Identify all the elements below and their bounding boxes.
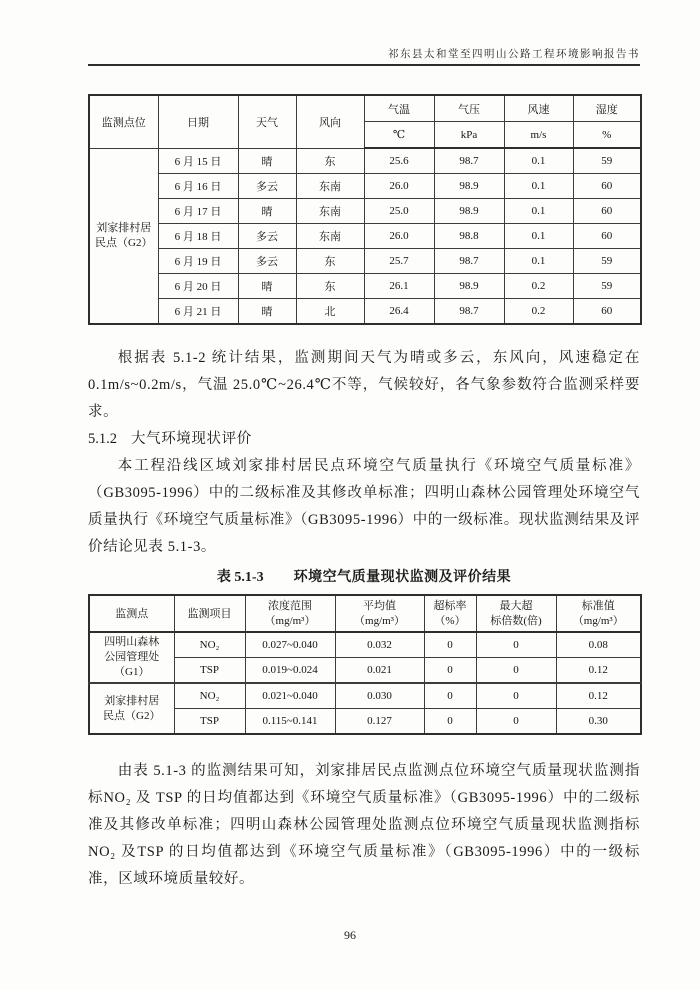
date-cell: 6 月 19 日: [158, 249, 238, 274]
paragraph-air-standard: 本工程沿线区域刘家排村居民点环境空气质量执行《环境空气质量标准》（GB3095-1996）中的二级标准及其修改单标准；四明山森林公园管理处环境空气质量执行《环境空气质量标准》（GB3095-1996）中的一级标准。现状监测结果及评价结论见表 5.1-3。: [88, 458, 640, 555]
date-cell: 6 月 17 日: [158, 199, 238, 224]
site-label-line: （G1）: [114, 666, 150, 678]
max-exceed-cell: 0: [476, 632, 556, 658]
caption-title: 环境空气质量现状监测及评价结果: [293, 570, 512, 585]
section-number: 5.1.2: [88, 431, 117, 447]
air-row: [89, 632, 641, 658]
air-quality-table: [88, 594, 642, 735]
speed-cell: 0.2: [504, 274, 573, 299]
wind-cell: 东: [296, 249, 364, 274]
standard-cell: 0.12: [556, 658, 641, 684]
col-header-item: 监测项目: [174, 595, 245, 632]
avg-cell: 0.021: [335, 658, 424, 684]
weather-row: [89, 199, 641, 224]
temp-cell: 26.4: [364, 299, 434, 325]
weather-row: [89, 274, 641, 299]
running-header: [88, 46, 640, 64]
weather-cell: 晴: [238, 274, 296, 299]
temp-cell: 26.1: [364, 274, 434, 299]
item-cell: TSP: [174, 709, 245, 735]
pressure-cell: 98.8: [434, 224, 504, 249]
temp-cell: 25.0: [364, 199, 434, 224]
speed-cell: 0.1: [504, 249, 573, 274]
col-header-max-exceed: 最大超 标倍数(倍): [476, 595, 556, 632]
item-cell: NO₂: [174, 683, 245, 709]
wind-cell: 东: [296, 148, 364, 174]
max-exceed-cell: 0: [476, 658, 556, 684]
running-header-title: 祁东县太和堂至四明山公路工程环境影响报告书: [388, 49, 640, 60]
item-cell: TSP: [174, 658, 245, 684]
wind-cell: 东: [296, 274, 364, 299]
range-cell: 0.027~0.040: [245, 632, 335, 658]
date-cell: 6 月 15 日: [158, 148, 238, 174]
exceed-rate-cell: 0: [424, 658, 476, 684]
section-title: 大气环境现状评价: [131, 431, 252, 447]
header-rule: [88, 64, 640, 66]
standard-cell: 0.12: [556, 683, 641, 709]
humidity-cell: 60: [573, 174, 641, 199]
col-header-wind: 风向: [296, 95, 364, 148]
standard-cell: 0.08: [556, 632, 641, 658]
weather-cell: 晴: [238, 148, 296, 174]
site-cell-g1: [89, 632, 174, 683]
avg-cell: 0.127: [335, 709, 424, 735]
pressure-cell: 98.7: [434, 249, 504, 274]
temp-cell: 26.0: [364, 174, 434, 199]
air-row: [89, 683, 641, 709]
range-cell: 0.115~0.141: [245, 709, 335, 735]
weather-header-row: [89, 95, 641, 122]
col-header-standard: 标准值 （mg/m³）: [556, 595, 641, 632]
col-header-windspeed: 风速: [504, 95, 573, 122]
item-cell: NO₂: [174, 632, 245, 658]
col-header-humidity: 湿度: [573, 95, 641, 122]
site-label-line: 刘家排村居: [96, 221, 152, 234]
pressure-cell: 98.9: [434, 274, 504, 299]
humidity-cell: 60: [573, 199, 641, 224]
unit-temp: ℃: [364, 122, 434, 149]
pressure-cell: 98.7: [434, 148, 504, 174]
wind-cell: 东南: [296, 199, 364, 224]
caption-label: 表 5.1-3: [216, 570, 264, 585]
weather-cell: 多云: [238, 249, 296, 274]
site-cell: [89, 148, 158, 324]
temp-cell: 25.6: [364, 148, 434, 174]
col-header-temp: 气温: [364, 95, 434, 122]
speed-cell: 0.1: [504, 174, 573, 199]
unit-pressure: kPa: [434, 122, 504, 149]
max-exceed-cell: 0: [476, 709, 556, 735]
date-cell: 6 月 20 日: [158, 274, 238, 299]
weather-cell: 晴: [238, 199, 296, 224]
col-header-range: 浓度范围 （mg/m³）: [245, 595, 335, 632]
wind-cell: 北: [296, 299, 364, 325]
weather-row: [89, 174, 641, 199]
col-header-average: 平均值 （mg/m³）: [335, 595, 424, 632]
weather-cell: 晴: [238, 299, 296, 325]
paragraph-weather-summary: 根据表 5.1-2 统计结果，监测期间天气为晴或多云，东风向，风速稳定在0.1m/s~0.2m/s，气温 25.0℃~26.4℃不等，气候较好，各气象参数符合监测采样要求。: [88, 350, 640, 420]
weather-cell: 多云: [238, 224, 296, 249]
col-header-monitor-site: 监测点: [89, 595, 174, 632]
avg-cell: 0.032: [335, 632, 424, 658]
page-number: 96: [344, 928, 356, 942]
col-header-pressure: 气压: [434, 95, 504, 122]
date-cell: 6 月 21 日: [158, 299, 238, 325]
date-cell: 6 月 16 日: [158, 174, 238, 199]
pressure-cell: 98.7: [434, 299, 504, 325]
table-5-1-3-caption: [88, 568, 640, 588]
weather-statistics-table: [88, 94, 642, 325]
speed-cell: 0.1: [504, 148, 573, 174]
weather-row: [89, 299, 641, 325]
section-heading-5-1-2: [88, 426, 640, 453]
speed-cell: 0.2: [504, 299, 573, 325]
date-cell: 6 月 18 日: [158, 224, 238, 249]
weather-cell: 多云: [238, 174, 296, 199]
unit-humidity: %: [573, 122, 641, 149]
max-exceed-cell: 0: [476, 683, 556, 709]
weather-row: [89, 249, 641, 274]
col-header-date: 日期: [158, 95, 238, 148]
range-cell: 0.021~0.040: [245, 683, 335, 709]
site-label-line: 四明山森林: [104, 636, 160, 648]
wind-cell: 东南: [296, 224, 364, 249]
speed-cell: 0.1: [504, 199, 573, 224]
weather-row: [89, 224, 641, 249]
pressure-cell: 98.9: [434, 174, 504, 199]
unit-windspeed: m/s: [504, 122, 573, 149]
temp-cell: 25.7: [364, 249, 434, 274]
exceed-rate-cell: 0: [424, 632, 476, 658]
air-header-row: [89, 595, 641, 632]
humidity-cell: 60: [573, 299, 641, 325]
humidity-cell: 59: [573, 148, 641, 174]
pressure-cell: 98.9: [434, 199, 504, 224]
humidity-cell: 59: [573, 249, 641, 274]
site-label-line: 民点（G2）: [103, 709, 161, 722]
standard-cell: 0.30: [556, 709, 641, 735]
col-header-exceed-rate: 超标率 （%）: [424, 595, 476, 632]
avg-cell: 0.030: [335, 683, 424, 709]
col-header-weather: 天气: [238, 95, 296, 148]
exceed-rate-cell: 0: [424, 683, 476, 709]
site-label-line: 刘家排村居: [104, 694, 160, 707]
site-label-line: 公园管理处: [104, 651, 160, 663]
col-header-site: 监测点位: [89, 95, 158, 148]
paragraph-conclusion: 由表 5.1-3 的监测结果可知，刘家排居民点监测点位环境空气质量现状监测指标NO₂ 及 TSP 的日均值都达到《环境空气质量标准》（GB3095-1996）中的二级标准及其修改单标准；四明山森林公园管理处监测点位环境空气质量现状监测指标 NO₂ 及TSP 的日均值都达到《环境空气质量标准》（GB3095-1996）中的一级标准，区域环境质量较好。: [88, 763, 640, 887]
humidity-cell: 60: [573, 224, 641, 249]
weather-row: [89, 148, 641, 174]
site-label-line: 民点（G2）: [95, 236, 153, 249]
humidity-cell: 59: [573, 274, 641, 299]
wind-cell: 东南: [296, 174, 364, 199]
speed-cell: 0.1: [504, 224, 573, 249]
temp-cell: 26.0: [364, 224, 434, 249]
exceed-rate-cell: 0: [424, 709, 476, 735]
site-cell-g2: [89, 683, 174, 734]
range-cell: 0.019~0.024: [245, 658, 335, 684]
